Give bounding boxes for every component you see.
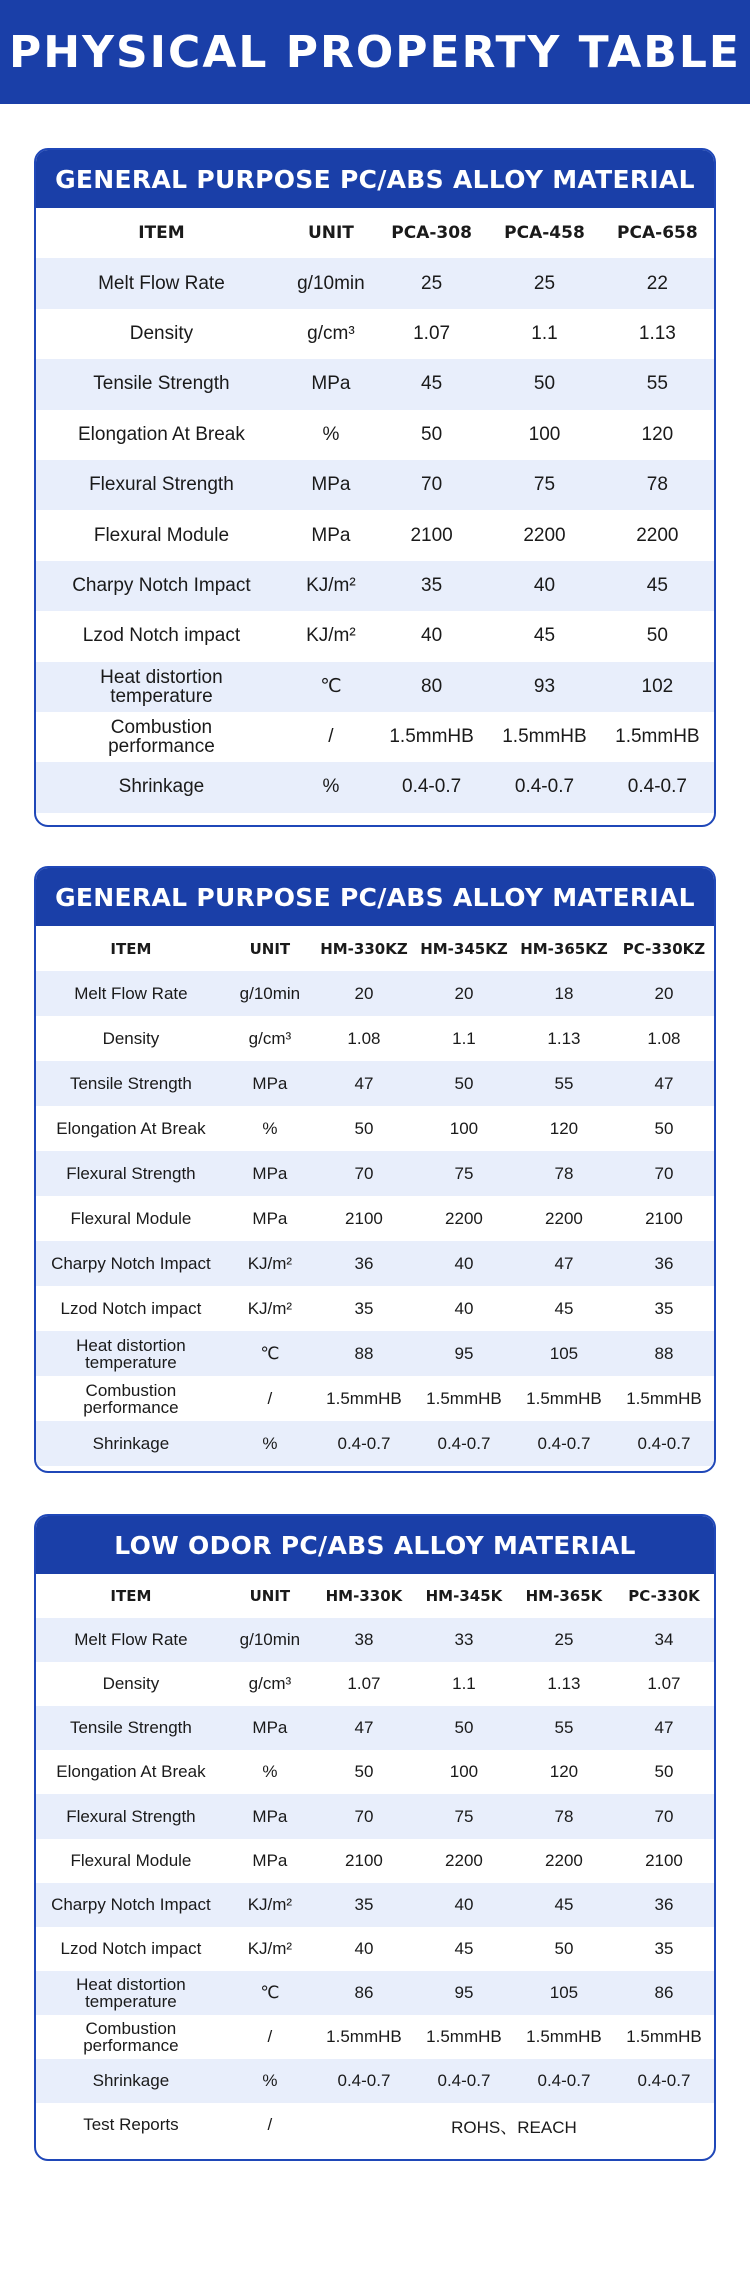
property-table [36,1574,714,2147]
value-cell: 1.08 [647,1028,681,1048]
value-cell: 47 [314,1061,414,1106]
column-header-grade: PCA-658 [617,223,698,244]
unit-cell: % [262,1118,278,1138]
unit-cell: MPa [287,359,375,409]
value-cell: 75 [414,1794,514,1838]
value-cell: 88 [614,1331,714,1376]
unit-cell: KJ/m² [247,1938,293,1958]
column-header-grade: HM-365KZ [520,939,608,958]
property-name-cell: Flexural Module [70,1208,192,1228]
table-row [36,712,714,762]
value-cell: 100 [449,1762,479,1782]
value-cell: 40 [421,625,443,647]
table-row [36,1376,714,1421]
table-row [36,1151,714,1196]
table-row [36,1241,714,1286]
property-name-cell: Tensile Strength [36,359,287,409]
column-header-item: ITEM [138,223,185,244]
column-header-grade: HM-345K [425,1587,503,1606]
table-row [36,460,714,510]
column-header-grade: PC-330K [628,1587,700,1606]
table-header-row [36,1574,714,1618]
property-name-cell: Flexural Module [70,1850,192,1870]
unit-cell: KJ/m² [306,625,356,647]
value-cell: 35 [654,1298,674,1318]
property-name-cell: Combustion performance [83,2018,179,2055]
property-name-cell: Melt Flow Rate [36,1618,226,1662]
value-cell: 88 [314,1331,414,1376]
value-cell: 105 [514,1971,614,2015]
table-row [36,2015,714,2059]
value-cell: 1.13 [547,1028,581,1048]
unit-cell: / [267,2026,273,2046]
value-cell: 1.1 [452,1028,476,1048]
value-cell: 50 [354,1762,374,1782]
value-cell: 40 [454,1298,474,1318]
table-title: GENERAL PURPOSE PC/ABS ALLOY MATERIAL [55,882,695,912]
value-cell: 1.07 [347,1674,381,1694]
table-row [36,1706,714,1750]
value-cell: 70 [614,1794,714,1838]
unit-cell: % [226,1421,314,1466]
value-cell: 1.5mmHB [326,2026,402,2046]
value-cell: 0.4-0.7 [314,2059,414,2103]
table-row [36,561,714,611]
table-row [36,1421,714,1466]
value-cell: 120 [549,1762,579,1782]
table-row [36,1106,714,1151]
property-name-cell: Charpy Notch Impact [36,1241,226,1286]
property-table-card-1 [34,148,716,827]
unit-cell: MPa [311,524,351,546]
table-row [36,1196,714,1241]
property-name-cell: Shrinkage [36,2059,226,2103]
value-cell: 100 [449,1118,479,1138]
test-reports-value-cell: ROHS、REACH [451,2117,577,2137]
value-cell: 1.5mmHB [326,1388,402,1408]
value-cell: 70 [314,1151,414,1196]
value-cell: 75 [488,460,601,510]
value-cell: 1.5mmHB [426,1388,502,1408]
value-cell: 0.4-0.7 [314,1421,414,1466]
value-cell: 0.4-0.7 [614,2059,714,2103]
property-name-cell: Melt Flow Rate [36,258,287,308]
value-cell: 36 [314,1241,414,1286]
page-title: PHYSICAL PROPERTY TABLE [9,26,741,78]
value-cell: 2200 [445,1850,483,1870]
value-cell: 2200 [545,1850,583,1870]
unit-cell: ℃ [226,1331,314,1376]
value-cell: 47 [614,1706,714,1750]
property-name-cell: Lzod Notch impact [60,1298,202,1318]
table-row [36,258,714,308]
unit-cell: MPa [226,1794,314,1838]
value-cell: 1.5mmHB [526,1388,602,1408]
value-cell: 35 [375,561,488,611]
value-cell: 2100 [645,1850,683,1870]
unit-cell: ℃ [287,662,375,712]
value-cell: 50 [414,1061,514,1106]
value-cell: 1.13 [547,1674,581,1694]
value-cell: 35 [314,1883,414,1927]
value-cell: 34 [614,1618,714,1662]
value-cell: 1.5mmHB [526,2026,602,2046]
property-name-cell: Density [129,322,194,344]
column-header-grade: PC-330KZ [622,939,706,958]
property-name-cell: Lzod Notch impact [82,625,241,647]
table-row [36,1971,714,2015]
value-cell: 0.4-0.7 [614,1421,714,1466]
unit-cell: MPa [226,1706,314,1750]
table-title: GENERAL PURPOSE PC/ABS ALLOY MATERIAL [55,164,695,194]
property-table-card-3 [34,1514,716,2161]
value-cell: 1.07 [413,322,451,344]
unit-cell: % [226,2059,314,2103]
table-row [36,1331,714,1376]
property-name-cell: Flexural Strength [36,460,287,510]
value-cell: 120 [641,423,674,445]
property-name-cell: Flexural Module [93,524,230,546]
value-cell: 25 [375,258,488,308]
value-cell: 47 [514,1241,614,1286]
table-row [36,1794,714,1838]
property-name-cell: Melt Flow Rate [36,971,226,1016]
unit-cell: g/10min [287,258,375,308]
property-name-cell: Shrinkage [36,762,287,812]
value-cell: 86 [314,1971,414,2015]
table-row [36,1016,714,1061]
value-cell: 50 [354,1118,374,1138]
value-cell: 2100 [345,1208,383,1228]
value-cell: 95 [414,1331,514,1376]
value-cell: 2200 [636,524,679,546]
value-cell: 18 [514,971,614,1016]
value-cell: 40 [414,1883,514,1927]
table-title-bar [36,1516,714,1574]
table-header-row [36,926,714,971]
unit-cell: KJ/m² [247,1298,293,1318]
column-header-item: ITEM [110,939,152,958]
table-header-row [36,208,714,258]
unit-cell: MPa [252,1850,288,1870]
property-name-cell: Heat distortion temperature [36,1331,226,1376]
column-header-grade: HM-365K [525,1587,603,1606]
unit-cell: g/cm³ [307,322,355,344]
table-row [36,1286,714,1331]
value-cell: 55 [601,359,714,409]
value-cell: 2200 [523,524,566,546]
unit-cell: % [287,762,375,812]
value-cell: 40 [488,561,601,611]
property-name-cell: Charpy Notch Impact [36,561,287,611]
table-row [36,410,714,460]
property-name-cell: Combustion performance [108,717,215,758]
table-row [36,359,714,409]
column-header-grade: PCA-458 [504,223,585,244]
property-table [36,208,714,813]
value-cell: 75 [414,1151,514,1196]
table-title: LOW ODOR PC/ABS ALLOY MATERIAL [114,1530,636,1560]
unit-cell: KJ/m² [287,561,375,611]
table-row [36,309,714,359]
value-cell: 102 [601,662,714,712]
value-cell: 0.4-0.7 [414,2059,514,2103]
value-cell: 40 [414,1241,514,1286]
value-cell: 50 [414,1706,514,1750]
property-name-cell: Density [102,1028,160,1048]
property-name-cell: Test Reports [83,2115,179,2135]
value-cell: 55 [514,1061,614,1106]
value-cell: 1.5mmHB [615,726,700,748]
value-cell: 45 [554,1298,574,1318]
property-table [36,926,714,1466]
value-cell: 2100 [645,1208,683,1228]
unit-cell: g/10min [226,971,314,1016]
unit-cell: MPa [226,1061,314,1106]
property-name-cell: Tensile Strength [36,1061,226,1106]
value-cell: 2100 [345,1850,383,1870]
unit-cell: g/10min [226,1618,314,1662]
value-cell: 100 [528,423,561,445]
value-cell: 25 [488,258,601,308]
property-name-cell: Charpy Notch Impact [36,1883,226,1927]
value-cell: 50 [488,359,601,409]
property-name-cell: Combustion performance [83,1380,179,1417]
property-name-cell: Flexural Strength [36,1151,226,1196]
value-cell: 2200 [545,1208,583,1228]
value-cell: 93 [488,662,601,712]
value-cell: 50 [646,625,668,647]
value-cell: 25 [514,1618,614,1662]
table-row [36,762,714,812]
value-cell: 80 [375,662,488,712]
column-header-grade: HM-330K [325,1587,403,1606]
property-name-cell: Shrinkage [36,1421,226,1466]
value-cell: 78 [601,460,714,510]
unit-cell: KJ/m² [226,1241,314,1286]
table-row [36,1839,714,1883]
value-cell: 0.4-0.7 [514,2059,614,2103]
value-cell: 0.4-0.7 [514,1421,614,1466]
table-row [36,2059,714,2103]
value-cell: 45 [375,359,488,409]
unit-cell: MPa [252,1208,288,1228]
unit-cell: MPa [226,1151,314,1196]
value-cell: 1.1 [531,322,558,344]
value-cell: 33 [414,1618,514,1662]
value-cell: 1.5mmHB [626,2026,702,2046]
table-title-bar [36,868,714,926]
value-cell: 1.5mmHB [426,2026,502,2046]
column-header-unit: UNIT [249,939,291,958]
value-cell: 40 [354,1938,374,1958]
value-cell: 1.07 [647,1674,681,1694]
property-name-cell: Elongation At Break [56,1762,206,1782]
property-name-cell: Heat distortion temperature [36,1971,226,2015]
value-cell: 0.4-0.7 [414,1421,514,1466]
property-name-cell: Heat distortion temperature [36,662,287,712]
value-cell: 50 [421,423,443,445]
table-row [36,1618,714,1662]
table-row [36,662,714,712]
value-cell: 47 [314,1706,414,1750]
unit-cell: % [262,1762,278,1782]
unit-cell: % [322,423,340,445]
value-cell: 1.1 [452,1674,476,1694]
value-cell: 1.13 [638,322,676,344]
column-header-grade: HM-330KZ [320,939,408,958]
table-title-bar [36,150,714,208]
property-name-cell: Elongation At Break [56,1118,206,1138]
table-row [36,1061,714,1106]
unit-cell: KJ/m² [226,1883,314,1927]
table-row [36,1927,714,1971]
column-header-grade: HM-345KZ [420,939,508,958]
value-cell: 45 [514,1883,614,1927]
value-cell: 45 [533,625,556,647]
value-cell: 70 [375,460,488,510]
value-cell: 0.4-0.7 [488,762,601,812]
value-cell: 45 [454,1938,474,1958]
table-row [36,1883,714,1927]
unit-cell: ℃ [226,1971,314,2015]
unit-cell: / [267,1388,273,1408]
value-cell: 95 [414,1971,514,2015]
unit-cell: g/cm³ [248,1674,292,1694]
property-name-cell: Tensile Strength [36,1706,226,1750]
value-cell: 2100 [410,524,453,546]
column-header-unit: UNIT [307,223,354,244]
value-cell: 78 [514,1794,614,1838]
value-cell: 20 [614,971,714,1016]
value-cell: 35 [654,1938,674,1958]
value-cell: 1.08 [347,1028,381,1048]
value-cell: 22 [601,258,714,308]
value-cell: 47 [614,1061,714,1106]
table-row [36,1750,714,1794]
table-row [36,1662,714,1706]
unit-cell: MPa [287,460,375,510]
column-header-item: ITEM [110,1587,152,1606]
unit-cell: / [328,726,334,748]
table-row-test-reports [36,2103,714,2147]
value-cell: 0.4-0.7 [375,762,488,812]
value-cell: 78 [514,1151,614,1196]
value-cell: 105 [514,1331,614,1376]
column-header-grade: PCA-308 [391,223,472,244]
property-table-card-2 [34,866,716,1473]
value-cell: 120 [549,1118,579,1138]
value-cell: 70 [614,1151,714,1196]
value-cell: 1.5mmHB [389,726,474,748]
value-cell: 36 [614,1241,714,1286]
value-cell: 86 [614,1971,714,2015]
table-row [36,510,714,560]
property-name-cell: Elongation At Break [77,423,245,445]
value-cell: 1.5mmHB [626,1388,702,1408]
unit-cell: g/cm³ [248,1028,292,1048]
value-cell: 55 [514,1706,614,1750]
property-name-cell: Density [102,1674,160,1694]
value-cell: 0.4-0.7 [601,762,714,812]
column-header-unit: UNIT [249,1587,291,1606]
table-row [36,611,714,661]
value-cell: 35 [354,1298,374,1318]
value-cell: 50 [654,1118,674,1138]
value-cell: 1.5mmHB [502,726,587,748]
value-cell: 2200 [445,1208,483,1228]
value-cell: 20 [414,971,514,1016]
value-cell: 50 [654,1762,674,1782]
value-cell: 45 [601,561,714,611]
page-banner [0,0,750,104]
unit-cell: / [267,2115,273,2135]
property-name-cell: Lzod Notch impact [60,1938,202,1958]
value-cell: 20 [314,971,414,1016]
table-row [36,971,714,1016]
value-cell: 38 [314,1618,414,1662]
value-cell: 36 [614,1883,714,1927]
value-cell: 70 [314,1794,414,1838]
value-cell: 50 [554,1938,574,1958]
property-name-cell: Flexural Strength [36,1794,226,1838]
